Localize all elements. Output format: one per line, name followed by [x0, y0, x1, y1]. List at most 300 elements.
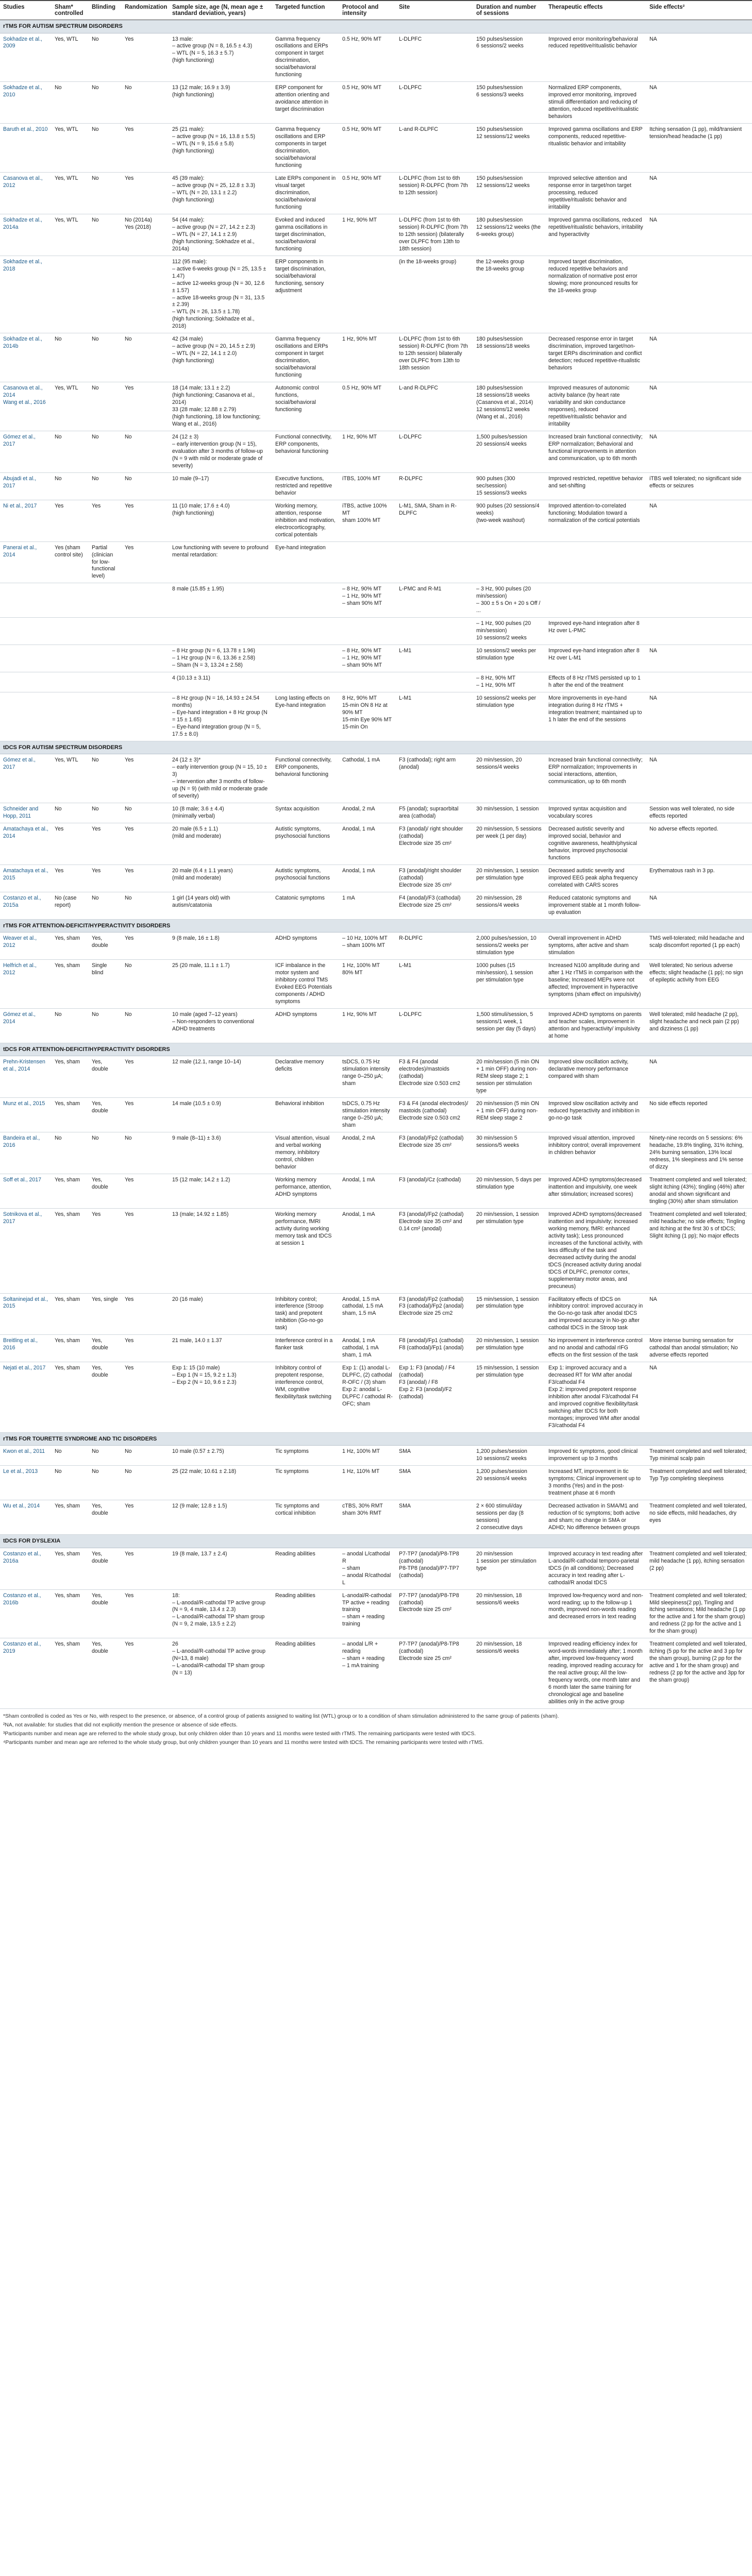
study-reference-link[interactable]: Wu et al., 2014 [0, 1500, 52, 1535]
table-cell: Improved selective attention and response error in target/non target processing, reduced repetitive/ritualistic behavior and irritability [545, 172, 646, 214]
study-reference-link[interactable]: Amatachaya et al., 2014 [0, 823, 52, 865]
table-cell: Yes [122, 1548, 169, 1589]
table-cell: L-PMC and R-M1 [396, 583, 473, 618]
table-cell: the 12-weeks group the 18-weeks group [473, 256, 545, 333]
table-row [0, 82, 752, 124]
table-cell: Improved ADHD symptoms on parents and teacher scales, improvement in attention and hyperactivity/ impulsivity at home [545, 1009, 646, 1043]
table-row [0, 1500, 752, 1535]
table-cell: Visual attention, visual and verbal working memory, inhibitory control, children behavior [272, 1132, 339, 1174]
table-cell: iTBS, 100% MT [339, 472, 396, 500]
table-cell: 150 pulses/session 12 sessions/12 weeks [473, 124, 545, 173]
table-cell: Improved eye-hand integration after 8 Hz over L-M1 [545, 645, 646, 672]
table-cell: No [89, 1446, 122, 1466]
table-cell: 1,200 pulses/session 10 sessions/2 weeks [473, 1446, 545, 1466]
table-cell: F3 & F4 (anodal electrodes)/mastoids (cathodal) Electrode size 0.503 cm2 [396, 1056, 473, 1098]
table-cell: 20 (16 male) [169, 1293, 272, 1335]
table-cell [89, 256, 122, 333]
table-cell: 20 min/session, 28 sessions/4 weeks [473, 892, 545, 919]
table-cell: No [52, 1009, 89, 1043]
table-cell: – 8 Hz group (N = 6, 13.78 ± 1.96) – 1 Hz group (N = 6, 13.36 ± 2.58) – Sham (N = 3, 13.24 ± 2.58) [169, 645, 272, 672]
table-cell: Improved gamma oscillations and ERP components, reduced repetitive-ritualistic behavior and irritability [545, 124, 646, 173]
table-cell: Tic symptoms and cortical inhibition [272, 1500, 339, 1535]
table-cell: 0.5 Hz, 90% MT [339, 382, 396, 431]
study-reference-link[interactable]: Breitling et al., 2016 [0, 1335, 52, 1362]
table-row [0, 1589, 752, 1638]
table-cell: NA [646, 172, 752, 214]
table-cell: Yes [89, 500, 122, 541]
study-reference-link[interactable]: Sotnikova et al., 2017 [0, 1208, 52, 1293]
table-cell: Treatment completed and well tolerated, itching (5 pp for the active and 3 pp for the sham group), burning (2 pp for the active and 1 for the sham group) and redness (2 pp for the active and 3pp for the sham group) [646, 1638, 752, 1709]
table-cell: No [89, 214, 122, 256]
table-cell: Improved syntax acquisition and vocabulary scores [545, 803, 646, 823]
table-cell: Improved slow oscillation activity and reduced hyperactivity and inhibition in go-no-go task [545, 1098, 646, 1132]
table-cell: – 8 Hz, 90% MT – 1 Hz, 90% MT – sham 90% MT [339, 645, 396, 672]
table-cell [89, 692, 122, 741]
table-cell: 900 pulses (300 sec/session) 15 sessions/3 weeks [473, 472, 545, 500]
study-reference-link[interactable]: Panerai et al., 2014 [0, 541, 52, 583]
table-cell: F3 (anodal)/Fp2 (cathodal) F3 (cathodal)/Fp2 (anodal) Electrode size 25 cm2 [396, 1293, 473, 1335]
table-cell [646, 583, 752, 618]
table-cell: Late ERPs component in visual target discrimination, social/behavioral functioning [272, 172, 339, 214]
table-cell: TMS well-tolerated; mild headache and scalp discomfort reported (1 pp each) [646, 933, 752, 960]
table-cell: Treatment completed and well tolerated; mild headache; no side effects; Tingling and itching at the first 30 s of tDCS; Slight itching (1 pp); No major effects [646, 1208, 752, 1293]
table-cell: Yes [89, 865, 122, 892]
table-cell: No [122, 472, 169, 500]
study-reference-link[interactable]: Schneider and Hopp, 2011 [0, 803, 52, 823]
table-cell: 25 (20 male, 11.1 ± 1.7) [169, 960, 272, 1009]
table-row [0, 431, 752, 472]
table-cell: R-DLPFC [396, 472, 473, 500]
table-cell: No adverse effects reported. [646, 823, 752, 865]
table-cell: Yes [122, 1056, 169, 1098]
table-cell [89, 645, 122, 672]
table-row [0, 1174, 752, 1208]
table-cell: Erythematous rash in 3 pp. [646, 865, 752, 892]
table-cell: No [89, 33, 122, 82]
table-cell: No [89, 82, 122, 124]
table-cell: – 8 Hz, 90% MT – 1 Hz, 90% MT – sham 90% MT [339, 583, 396, 618]
table-cell: Yes, sham [52, 1548, 89, 1589]
study-reference-link[interactable]: Sokhadze et al., 2018 [0, 256, 52, 333]
table-row [0, 1362, 752, 1433]
table-row [0, 214, 752, 256]
table-row [0, 754, 752, 803]
table-cell: Improved ADHD symptoms(decreased inattention and impulsivity; increased working memory, fMRI: enhanced activity task); Less pronounced increases of the functional activity, with less difficulty of the task and decreased activity during the anodal tDCS (increased activity during anodal tDCS of DLPFC, premotor cortex, supplementary motor areas, and precuneus) [545, 1208, 646, 1293]
study-reference-link[interactable]: Helfrich et al., 2012 [0, 960, 52, 1009]
study-reference-link[interactable]: Bandeira et al., 2016 [0, 1132, 52, 1174]
table-row [0, 960, 752, 1009]
table-cell [122, 645, 169, 672]
table-cell: Exp 1: 15 (10 male) – Exp 1 (N = 15, 9.2 ± 1.3) – Exp 2 (N = 10, 9.6 ± 2.3) [169, 1362, 272, 1433]
table-cell: Treatment completed and well tolerated; Typ Typ completing sleepiness [646, 1466, 752, 1500]
table-cell: Decreased autistic severity and improved EEG peak alpha frequency correlated with CARS scores [545, 865, 646, 892]
table-cell: – anodal L/R + reading – sham + reading – 1 mA training [339, 1638, 396, 1709]
table-cell: 900 pulses (20 sessions/4 weeks) (two-week washout) [473, 500, 545, 541]
table-cell: Improved visual attention, improved inhibitory control; overall improvement in children behavior [545, 1132, 646, 1174]
table-cell: – 10 Hz, 100% MT – sham 100% MT [339, 933, 396, 960]
table-cell: No [122, 960, 169, 1009]
table-cell: F3 (anodal)/right shoulder (cathodal) Electrode size 35 cm² [396, 865, 473, 892]
table-cell: 13 (male; 14.92 ± 1.85) [169, 1208, 272, 1293]
table-cell: Gamma frequency oscillations and ERPs component in target discrimination, social/behavioral functioning [272, 333, 339, 382]
table-cell: Functional connectivity, ERP components, behavioral functioning [272, 754, 339, 803]
table-cell: Behavioral inhibition [272, 1098, 339, 1132]
table-cell [169, 618, 272, 645]
table-cell: (in the 18-weeks group) [396, 256, 473, 333]
table-cell: NA [646, 1056, 752, 1098]
table-cell: 1 Hz, 90% MT [339, 431, 396, 472]
table-cell [396, 618, 473, 645]
table-cell [52, 672, 89, 692]
table-cell: 1 Hz, 90% MT [339, 333, 396, 382]
section-header-row [0, 919, 752, 933]
table-cell: Catatonic symptoms [272, 892, 339, 919]
table-cell: NA [646, 382, 752, 431]
column-header: Sham* controlled [52, 1, 89, 20]
study-reference-link[interactable]: Soff et al., 2017 [0, 1174, 52, 1208]
table-row [0, 865, 752, 892]
table-cell: L-DLPFC [396, 1009, 473, 1043]
section-header-row [0, 1432, 752, 1446]
table-cell: Increased brain functional connectivity; ERP normalization; Behavioral and functional improvements in attention and communication, up to 6th month [545, 431, 646, 472]
table-row [0, 692, 752, 741]
table-cell: Yes [122, 754, 169, 803]
table-cell: NA [646, 82, 752, 124]
table-cell: No [122, 1132, 169, 1174]
table-cell: 10 male (9–17) [169, 472, 272, 500]
table-cell [272, 672, 339, 692]
table-cell: Reading abilities [272, 1548, 339, 1589]
study-reference-link [0, 692, 52, 741]
section-header-row [0, 1535, 752, 1548]
section-title: tDCS FOR ATTENTION-DEFICIT/HYPERACTIVITY DISORDERS [0, 1043, 752, 1056]
table-cell: L-and R-DLPFC [396, 124, 473, 173]
table-cell: NA [646, 692, 752, 741]
table-cell: No (case report) [52, 892, 89, 919]
table-cell: 42 (34 male) – active group (N = 20, 14.5 ± 2.9) – WTL (N = 22, 14.1 ± 2.0) (high functioning) [169, 333, 272, 382]
table-cell: 1 Hz, 90% MT [339, 214, 396, 256]
study-reference-link[interactable]: Kwon et al., 2011 [0, 1446, 52, 1466]
table-cell: Improved eye-hand integration after 8 Hz over L-PMC [545, 618, 646, 645]
table-row [0, 1335, 752, 1362]
table-cell: No [122, 1446, 169, 1466]
table-cell: Yes [122, 500, 169, 541]
table-cell: Exp 1: improved accuracy and a decreased RT for WM after anodal F3/cathodal F4 Exp 2: improved prepotent response inhibition after anodal F3/cathodal F4 and improved cognitive flexibility/task switching after tDCS for both montages; improved WM after anodal F3/cathodal F4 [545, 1362, 646, 1433]
table-cell: No [89, 472, 122, 500]
table-cell: 20 min/session, 18 sessions/6 weeks [473, 1638, 545, 1709]
table-cell [122, 692, 169, 741]
table-cell: 9 male (8–11) ± 3.6) [169, 1132, 272, 1174]
table-cell: 20 male (6.5 ± 1.1) (mild and moderate) [169, 823, 272, 865]
table-cell: Treatment completed and well tolerated; Typ minimal scalp pain [646, 1446, 752, 1466]
table-cell: L-DLPFC (from 1st to 6th session) R-DLPFC (from 7th to 12th session) bilaterally over DLPFC from 13th to 18th session [396, 333, 473, 382]
table-cell: Yes [52, 865, 89, 892]
table-cell [339, 541, 396, 583]
table-cell: 0.5 Hz, 90% MT [339, 124, 396, 173]
table-cell: 13 male: – active group (N = 8, 16.5 ± 4.3) – WTL (N = 5, 16.3 ± 5.7) (high functioning) [169, 33, 272, 82]
table-cell: 15 min/session, 1 session per stimulation type [473, 1293, 545, 1335]
study-reference-link[interactable]: Costanzo et al., 2015a [0, 892, 52, 919]
table-cell: No [52, 333, 89, 382]
table-cell [646, 618, 752, 645]
table-cell: Inhibitory control; interference (Stroop task) and prepotent inhibition (Go-no-go task) [272, 1293, 339, 1335]
table-cell [339, 256, 396, 333]
table-cell: Declarative memory deficits [272, 1056, 339, 1098]
table-cell: 20 min/session, 18 sessions/6 weeks [473, 1589, 545, 1638]
table-cell: 0.5 Hz, 90% MT [339, 172, 396, 214]
table-cell: 18 (14 male; 13.1 ± 2.2) (high functioning; Casanova et al., 2014) 33 (28 male; 12.88 ± 2.79) (high functioning, 18 low functioning; Wang et al., 2016) [169, 382, 272, 431]
study-reference-link [0, 672, 52, 692]
table-cell [52, 692, 89, 741]
table-cell: Increased brain functional connectivity; ERP normalization; Improvements in social interactions, attention, communication, up to 6th month [545, 754, 646, 803]
table-cell: 112 (95 male): – active 6-weeks group (N = 25, 13.5 ± 1.47) – active 12-weeks group (N = 30, 12.6 ± 1.57) – active 18-weeks group (N = 31, 13.5 ± 2.39) – WTL (N = 26, 13.5 ± 1.78) (high functioning; Sokhadze et al., 2018) [169, 256, 272, 333]
study-reference-link[interactable]: Munz et al., 2015 [0, 1098, 52, 1132]
table-cell: 18: – L-anodal/R-cathodal TP active group (N = 9, 4 male, 13.4 ± 2.3) – L-anodal/R-cathodal TP sham group (N = 9, 2 male, 13.5 ± 2.2) [169, 1589, 272, 1638]
section-title: rTMS FOR TOURETTE SYNDROME AND TIC DISORDERS [0, 1432, 752, 1446]
table-cell: SMA [396, 1466, 473, 1500]
table-cell [272, 645, 339, 672]
table-cell: 25 (22 male; 10.61 ± 2.18) [169, 1466, 272, 1500]
table-cell: Autonomic control functions, social/behavioral functioning [272, 382, 339, 431]
table-cell: 20 min/session 1 session per stimulation type [473, 1548, 545, 1589]
table-cell: Yes, WTL [52, 172, 89, 214]
study-reference-link[interactable]: Ni et al., 2017 [0, 500, 52, 541]
study-reference-link[interactable]: Gómez et al., 2017 [0, 754, 52, 803]
study-reference-link[interactable]: Weaver et al., 2012 [0, 933, 52, 960]
table-cell: Improved tic symptoms, good clinical improvement up to 3 months [545, 1446, 646, 1466]
table-cell: Anodal, 2 mA [339, 803, 396, 823]
table-cell: – anodal L/cathodal R – sham – anodal R/cathodal L [339, 1548, 396, 1589]
table-cell: No [52, 1132, 89, 1174]
section-title: tDCS FOR AUTISM SPECTRUM DISORDERS [0, 741, 752, 754]
table-cell: Yes [122, 1638, 169, 1709]
column-header: Side effects² [646, 1, 752, 20]
table-cell: Reading abilities [272, 1589, 339, 1638]
table-cell: 180 pulses/session 18 sessions/18 weeks [473, 333, 545, 382]
table-cell: Yes, sham [52, 1174, 89, 1208]
table-row [0, 1293, 752, 1335]
table-cell: iTBS well tolerated; no significant side effects or seizures [646, 472, 752, 500]
table-cell: Yes, WTL [52, 754, 89, 803]
study-reference-link[interactable]: Costanzo et al., 2016b [0, 1589, 52, 1638]
table-cell: Treatment completed and well tolerated; Mild sleepiness(2 pp), Tingling and itching sensations; Mild headache (1 pp for the active and 1 for the sham group) and redness (2 pp for the active and 1 for the sham group) [646, 1589, 752, 1638]
table-cell: Yes, single [89, 1293, 122, 1335]
table-cell: Yes, sham [52, 1098, 89, 1132]
study-reference-link[interactable]: Costanzo et al., 2016a [0, 1548, 52, 1589]
table-cell: Yes (sham control site) [52, 541, 89, 583]
study-reference-link [0, 618, 52, 645]
table-row [0, 333, 752, 382]
table-cell: F5 (anodal); supraorbital area (cathodal) [396, 803, 473, 823]
table-cell: 24 (12 ± 3) – early intervention group (N = 15), evaluation after 3 months of follow-up (N = 9 with mild or moderate grade of severity) [169, 431, 272, 472]
table-cell: Yes [122, 541, 169, 583]
table-cell: L-M1 [396, 692, 473, 741]
table-row [0, 500, 752, 541]
table-cell: No [122, 1009, 169, 1043]
table-cell [646, 672, 752, 692]
study-reference-link[interactable]: Nejati et al., 2017 [0, 1362, 52, 1433]
table-row [0, 472, 752, 500]
table-cell: Improved slow oscillation activity, declarative memory performance compared with sham [545, 1056, 646, 1098]
table-cell: Well tolerated; No serious adverse effects; slight headache (1 pp); no sign of epileptic activity from EEG [646, 960, 752, 1009]
column-header: Studies [0, 1, 52, 20]
table-cell: – 8 Hz group (N = 16, 14.93 ± 24.54 months) – Eye-hand integration + 8 Hz group (N = 15 ± 1.65) – Eye-hand integration group (N = 5, 17.5 ± 8.0) [169, 692, 272, 741]
table-cell: Executive functions, restricted and repetitive behavior [272, 472, 339, 500]
table-footnotes [0, 1709, 752, 1753]
table-cell: No [89, 803, 122, 823]
table-cell: Yes [122, 1174, 169, 1208]
table-row [0, 1208, 752, 1293]
study-reference-link[interactable]: Gómez et al., 2017 [0, 431, 52, 472]
table-cell: Yes, sham [52, 933, 89, 960]
table-cell: 1,200 pulses/session 20 sessions/4 weeks [473, 1466, 545, 1500]
table-cell: Yes [52, 823, 89, 865]
table-cell: – 8 Hz, 90% MT – 1 Hz, 90% MT [473, 672, 545, 692]
table-cell: Yes, double [89, 1638, 122, 1709]
table-cell: Yes, WTL [52, 124, 89, 173]
study-reference-link[interactable]: Casanova et al., 2012 [0, 172, 52, 214]
table-cell: 19 (8 male, 13.7 ± 2.4) [169, 1548, 272, 1589]
table-cell: No [89, 124, 122, 173]
table-cell: L-M1 [396, 960, 473, 1009]
table-cell: NA [646, 214, 752, 256]
table-cell: 20 min/session, 20 sessions/4 weeks [473, 754, 545, 803]
table-cell: Anodal, 1 mA [339, 823, 396, 865]
table-cell: Yes, sham [52, 1293, 89, 1335]
study-reference-link[interactable]: Sokhadze et al., 2014a [0, 214, 52, 256]
study-reference-link[interactable]: Prehn-Kristensen et al., 2014 [0, 1056, 52, 1098]
table-cell [122, 672, 169, 692]
table-cell: Yes, double [89, 1056, 122, 1098]
table-cell: 12 male (12.1, range 10–14) [169, 1056, 272, 1098]
table-row [0, 618, 752, 645]
table-row [0, 541, 752, 583]
table-cell: L-M1, SMA, Sham in R-DLPFC [396, 500, 473, 541]
table-cell [545, 583, 646, 618]
table-cell: Anodal, 1 mA cathodal, 1 mA sham, 1 mA [339, 1335, 396, 1362]
table-cell: Yes, sham [52, 1335, 89, 1362]
table-cell: No improvement in interference control and no anodal and cathodal rIFG effects on the first session of the task [545, 1335, 646, 1362]
table-cell: Anodal, 1.5 mA cathodal, 1.5 mA sham, 1.5 mA [339, 1293, 396, 1335]
table-cell: Anodal, 1 mA [339, 1174, 396, 1208]
table-cell: No [122, 333, 169, 382]
table-cell: Improved attention-to-correlated functioning; Modulation toward a normalization of the cortical potentials [545, 500, 646, 541]
study-reference-link[interactable]: Sokhadze et al., 2014b [0, 333, 52, 382]
table-cell: F3 (anodal)/ right shoulder (cathodal) Electrode size 35 cm² [396, 823, 473, 865]
section-title: rTMS FOR AUTISM SPECTRUM DISORDERS [0, 20, 752, 33]
table-row [0, 933, 752, 960]
table-cell: Yes, sham [52, 1056, 89, 1098]
table-cell [52, 583, 89, 618]
table-cell: 13 (12 male; 16.9 ± 3.9) (high functioning) [169, 82, 272, 124]
table-cell: 54 (44 male): – active group (N = 27, 14.2 ± 2.3) – WTL (N = 27, 14.1 ± 2.9) (high functioning; Sokhadze et al., 2014a) [169, 214, 272, 256]
table-cell [473, 541, 545, 583]
study-reference-link[interactable]: Costanzo et al., 2019 [0, 1638, 52, 1709]
table-cell: F4 (anodal)/F3 (cathodal) Electrode size 25 cm² [396, 892, 473, 919]
table-cell: F3 & F4 (anodal electrodes)/ mastoids (cathodal) Electrode size 0.503 cm2 [396, 1098, 473, 1132]
table-cell: Session was well tolerated, no side effects reported [646, 803, 752, 823]
study-reference-link[interactable]: Casanova et al., 2014 Wang et al., 2016 [0, 382, 52, 431]
table-cell: L-DLPFC [396, 82, 473, 124]
table-row [0, 124, 752, 173]
study-reference-link[interactable]: Baruth et al., 2010 [0, 124, 52, 173]
table-cell [89, 618, 122, 645]
table-cell: L-anodal/R-cathodal TP active + reading training – sham + reading training [339, 1589, 396, 1638]
table-cell: Yes, WTL [52, 382, 89, 431]
table-cell: 2,000 pulses/session, 10 sessions/2 weeks per stimulation type [473, 933, 545, 960]
table-cell: Treatment completed and well tolerated; mild headache (1 pp), itching sensation (2 pp) [646, 1548, 752, 1589]
table-cell: Working memory performance, attention, ADHD symptoms [272, 1174, 339, 1208]
table-cell: 20 male (6.4 ± 1.1 years) (mild and moderate) [169, 865, 272, 892]
study-reference-link[interactable]: Sokhadze et al., 2010 [0, 82, 52, 124]
table-cell: Yes, double [89, 1589, 122, 1638]
table-cell: Yes [122, 865, 169, 892]
table-cell: L-M1 [396, 645, 473, 672]
table-cell: No [89, 1466, 122, 1500]
footnote: *Sham controlled is coded as Yes or No, with respect to the presence, or absence, of a control group of patients assigned to waiting list (WTL) group or to a condition of sham stimulation administered to the same group of patients (sham). [3, 1714, 559, 1720]
table-cell: No [89, 382, 122, 431]
table-cell: ADHD symptoms [272, 933, 339, 960]
table-cell: 11 (10 male; 17.6 ± 4.0) (high functioning) [169, 500, 272, 541]
table-cell: cTBS, 30% RMT sham 30% RMT [339, 1500, 396, 1535]
table-cell: ERP component for attention orienting and avoidance attention in target discrimination [272, 82, 339, 124]
table-row [0, 172, 752, 214]
table-cell [396, 541, 473, 583]
table-cell: NA [646, 33, 752, 82]
table-cell: 1,500 stimuli/session, 5 sessions/1 week, 1 session per day (5 days) [473, 1009, 545, 1043]
table-cell: No [52, 1466, 89, 1500]
table-cell: 150 pulses/session 6 sessions/3 weeks [473, 82, 545, 124]
table-cell: Tic symptoms [272, 1466, 339, 1500]
table-cell: Yes, sham [52, 1638, 89, 1709]
table-cell [272, 618, 339, 645]
table-cell: NA [646, 431, 752, 472]
table-cell: 20 min/session, 1 session per stimulation type [473, 1208, 545, 1293]
table-cell: NA [646, 500, 752, 541]
table-cell: Gamma frequency oscillations and ERPs component in target discrimination, social/behavioral functioning [272, 33, 339, 82]
table-cell: Yes, sham [52, 960, 89, 1009]
study-reference-link[interactable]: Sokhadze et al., 2009 [0, 33, 52, 82]
table-cell: Tic symptoms [272, 1446, 339, 1466]
study-reference-link[interactable]: Gómez et al., 2014 [0, 1009, 52, 1043]
table-cell: No [89, 892, 122, 919]
table-body [0, 20, 752, 1709]
table-cell: Overall improvement in ADHD symptoms, after active and sham stimulation [545, 933, 646, 960]
study-reference-link[interactable]: Soltaninejad et al., 2015 [0, 1293, 52, 1335]
table-cell: 15 (12 male; 14.2 ± 1.2) [169, 1174, 272, 1208]
study-reference-link[interactable]: Abujadi et al., 2017 [0, 472, 52, 500]
table-cell: NA [646, 1293, 752, 1335]
table-cell: Gamma frequency oscillations and ERP components in target discrimination, social/behavioral functioning [272, 124, 339, 173]
table-cell: L-DLPFC (from 1st to 6th session) R-DLPFC (from 7th to 12th session) [396, 172, 473, 214]
table-cell: Long lasting effects on Eye-hand integration [272, 692, 339, 741]
table-cell: Yes, double [89, 933, 122, 960]
table-row [0, 1098, 752, 1132]
table-cell: No side effects reported [646, 1098, 752, 1132]
table-cell: Decreased response error in target discrimination, improved target/non-target ERPs discrimination and conflict detection; reduced repetitive-ritualistic behaviors [545, 333, 646, 382]
study-reference-link[interactable]: Le et al., 2013 [0, 1466, 52, 1500]
table-cell: Yes, WTL [52, 33, 89, 82]
table-row [0, 1638, 752, 1709]
table-header-row [0, 1, 752, 20]
study-reference-link[interactable]: Amatachaya et al., 2015 [0, 865, 52, 892]
table-cell: Decreased autistic severity and improved social, behavior and cognitive awareness, health/physical behavior, improved psychosocial functions [545, 823, 646, 865]
table-cell: Yes, sham [52, 1589, 89, 1638]
table-cell: 1 Hz, 90% MT [339, 1009, 396, 1043]
table-cell: Treatment completed and well tolerated; slight itching (43%); tingling (46%) after anodal and shown significant and tingling (30%) after sham stimulation [646, 1174, 752, 1208]
table-cell: 180 pulses/session 12 sessions/12 weeks (the 6-weeks group) [473, 214, 545, 256]
table-cell: 21 male, 14.0 ± 1.37 [169, 1335, 272, 1362]
